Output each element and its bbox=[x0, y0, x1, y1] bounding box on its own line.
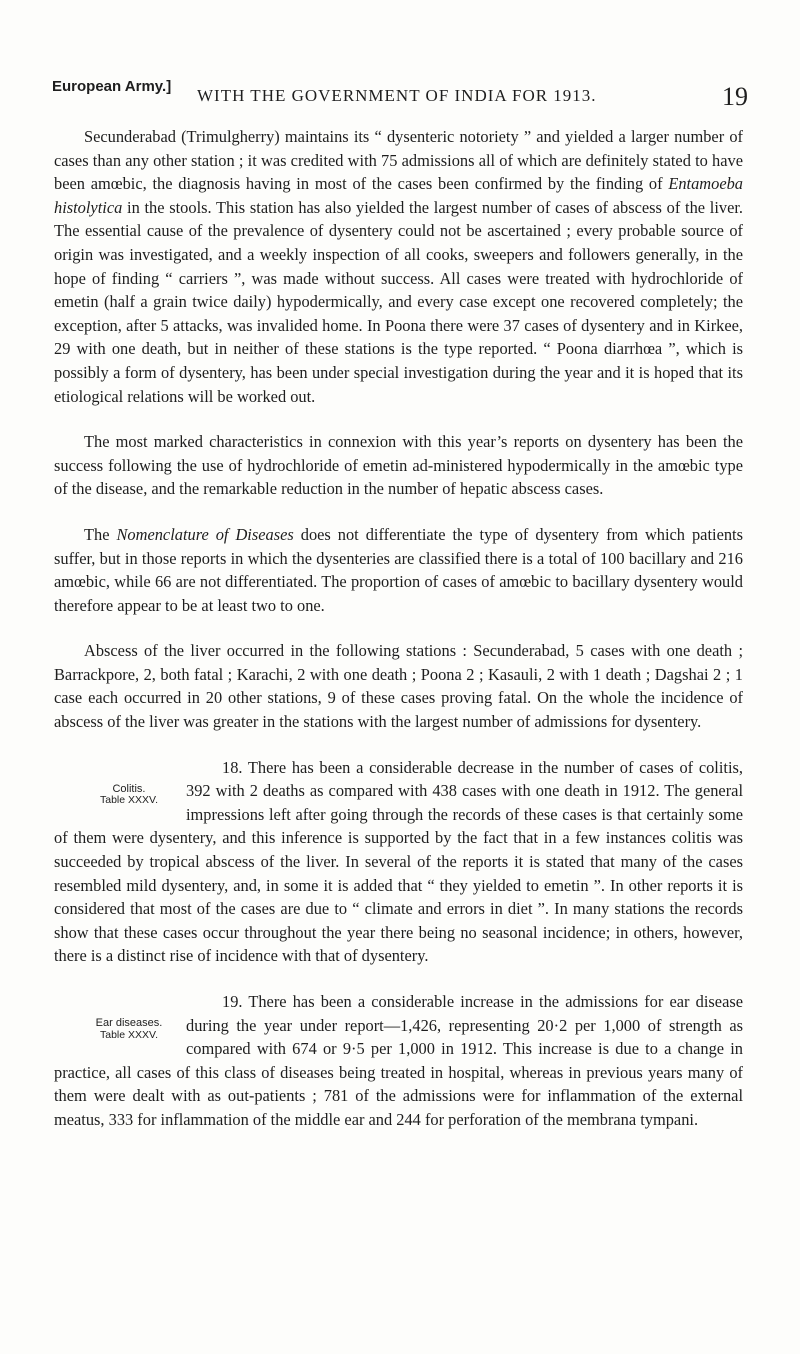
section-ear-diseases bbox=[54, 990, 743, 1132]
paragraph-secunderabad: Secunderabad (Trimulgherry) maintains its “ dysenteric notoriety ” and yielded a larger number of cases than any other station ; it was credited with 75 admissions all of which are definitely stated to have been amœbic, the diagnosis having in most of the cases been confirmed by the finding of Entamoeba histolytica in the stools. This station has also yielded the largest number of cases of abscess of the liver. The essential cause of the prevalence of dysentery could not be ascertained ; every probable source of origin was investigated, and a weekly inspection of all cooks, sweepers and followers generally, in the hope of finding “ carriers ”, was made without success. All cases were treated with hydrochloride of emetin (half a grain twice daily) hypodermically, and every case except one recovered completely; the exception, after 5 attacks, was invalided home. In Poona there were 37 cases of dysentery and in Kirkee, 29 with one death, but in neither of these stations is the type reported. “ Poona diarrhœa ”, which is possibly a form of dysentery, has been under special investigation during the year and it is hoped that its etiological relations will be worked out. bbox=[54, 127, 743, 406]
page-header bbox=[52, 78, 748, 111]
paragraph-colitis: 18. There has been a considerable decrease in the number of cases of colitis, 392 with 2 deaths as compared with 438 cases with one death in 1912. The general impressions left after going through the records of these cases is that certainly some of them were dysentery, and this inference is supported by the fact that in a few instances colitis was succeeded by tropical abscess of the liver. In several of the reports it is stated that many of the cases resembled mild dysentery, and, in some it is added that “ they yielded to emetin ”. In other reports it is considered that most of the cases are due to “ climate and errors in diet ”. In many stations the records show that these cases occur throughout the year there being no seasonal incidence; in others, however, there is a distinct rise of incidence with that of dysentery. bbox=[54, 757, 743, 966]
sidenote-ear-diseases: Ear diseases. Table XXXV. bbox=[95, 1017, 163, 1041]
page-number: 19 bbox=[722, 82, 748, 111]
paragraph-liver-abscess: Abscess of the liver occurred in the following stations : Secunderabad, 5 cases with one death ; Barrackpore, 2, both fatal ; Karachi, 2 with one death ; Poona 2 ; Kasauli, 2 with 1 death ; Dagshai 2 ; 1 case each occurred in 20 other stations, 9 of these cases proving fatal. On the whole the incidence of abscess of the liver was greater in the stations with the largest number of admissions for dysentery. bbox=[54, 641, 743, 732]
page-body bbox=[54, 125, 743, 1132]
paragraph-nomenclature: The Nomenclature of Diseases does not differentiate the type of dysentery from which patients suffer, but in those reports in which the dysenteries are classified there is a total of 100 bacillary and 216 amœbic, while 66 are not differentiated. The proportion of cases of amœbic to bacillary dysentery would therefore appear to be at least two to one. bbox=[54, 524, 743, 615]
nomenclature-title: Nomenclature of Diseases bbox=[116, 524, 294, 544]
species-name: Entamoeba histolytica bbox=[54, 174, 743, 217]
running-title: WITH THE GOVERNMENT OF INDIA FOR 1913. bbox=[197, 86, 597, 105]
paragraph-ear-diseases: 19. There has been a considerable increase in the admissions for ear disease during the year under report—1,426, representing 20·2 per 1,000 of strength as compared with 674 or 9·5 per 1,000 in 1912. This increase is due to a change in practice, all cases of this class of diseases being treated in hospital, whereas in previous years many of them were dealt with as out-patients ; 781 of the admissions were for inflammation of the external meatus, 333 for inflammation of the middle ear and 244 for perforation of the membrana tympani. bbox=[54, 992, 743, 1129]
section-label: European Army.] bbox=[52, 78, 172, 95]
sidenote-colitis: Colitis. Table XXXV. bbox=[100, 782, 158, 807]
section-colitis bbox=[54, 756, 743, 968]
paragraph-emetin: The most marked characteristics in connexion with this year’s reports on dysentery has been the success following the use of hydrochloride of emetin ad-ministered hypodermically in the amœbic type of the disease, and the remarkable reduction in the number of hepatic abscess cases. bbox=[54, 432, 743, 499]
